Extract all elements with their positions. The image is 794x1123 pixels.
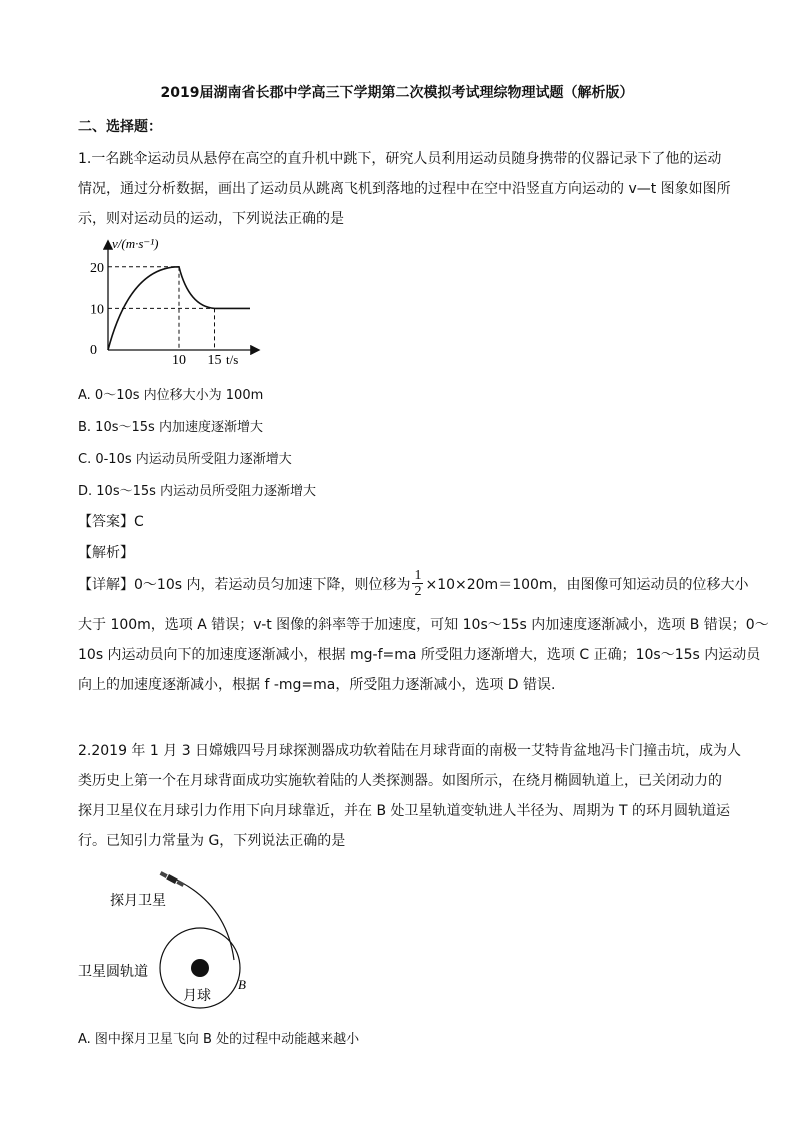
moon-orbit-figure [76,862,266,1022]
q1-stem-line-3: 示，则对运动员的运动，下列说法正确的是 [78,211,344,227]
label-moon: 月球 [183,988,211,1004]
q2-stem-line-3: 探月卫星仪在月球引力作用下向月球靠近，并在 B 处卫星轨道变轨进人半径为、周期为 T 的环月圆轨道运 [78,803,730,819]
x-tick-15: 15 [207,353,222,368]
y-tick-10: 10 [90,302,104,318]
q1-stem-line-2: 情况，通过分析数据，画出了运动员从跳离飞机到落地的过程中在空中沿竖直方向运动的 v—t 图象如图所 [78,181,731,197]
q1-option-c: C. 0-10s 内运动员所受阻力逐渐增大 [78,452,292,467]
origin-label: 0 [90,343,97,358]
q1-detail-line-4: 向上的加速度逐渐减小，根据 f -mg=ma，所受阻力逐渐减小，选项 D 错误. [78,677,556,693]
section-heading: 二、选择题： [78,119,162,135]
document-title: 2019届湖南省长郡中学高三下学期第二次模拟考试理综物理试题（解析版） [160,85,634,101]
q1-option-b: B. 10s～15s 内加速度逐渐增大 [78,420,263,435]
q2-option-a: A. 图中探月卫星飞向 B 处的过程中动能越来越小 [78,1032,360,1047]
fraction [412,568,423,599]
velocity-time-graph [84,236,264,368]
label-satellite: 探月卫星 [110,893,166,909]
y-axis-label: v/(m·s⁻¹) [112,236,159,251]
q1-stem-line-1: 1.一名跳伞运动员从悬停在高空的直升机中跳下，研究人员利用运动员随身携带的仪器记录下了他的运动 [78,151,722,167]
satellite-icon [159,870,185,888]
x-tick-10: 10 [172,353,186,368]
label-orbit: 卫星圆轨道 [78,964,148,980]
q1-analysis-label: 【解析】 [78,545,134,561]
fraction-denominator: 2 [414,584,422,599]
q1-answer: 【答案】C [78,514,144,530]
x-axis-label: t/s [226,352,239,367]
q2-stem-line-2: 类历史上第一个在月球背面成功实施软着陆的人类探测器。如图所示，在绕月椭圆轨道上，已关闭动力的 [78,773,722,789]
elliptical-orbit-arc [168,876,234,960]
q2-stem-line-4: 行。已知引力常量为 G，下列说法正确的是 [78,833,346,849]
q1-detail-text-a: 【详解】0～10s 内，若运动员匀加速下降，则位移为 [78,576,411,593]
label-point-b: B [238,977,246,992]
y-tick-20: 20 [90,260,104,276]
q1-detail-line-2: 大于 100m，选项 A 错误；v-t 图像的斜率等于加速度，可知 10s～15s 内加速度逐渐减小，选项 B 错误；0～ [78,617,769,633]
q1-detail-line-3: 10s 内运动员向下的加速度逐渐减小，根据 mg-f=ma 所受阻力逐渐增大，选项 C 正确；10s～15s 内运动员 [78,647,761,663]
q1-detail-line-1 [78,568,749,599]
q1-detail-text-b: ×10×20m＝100m，由图像可知运动员的位移大小 [425,576,749,593]
q1-option-a: A. 0～10s 内位移大小为 100m [78,388,264,403]
moon-body [191,959,209,977]
fraction-numerator: 1 [414,568,422,583]
q1-option-d: D. 10s～15s 内运动员所受阻力逐渐增大 [78,484,317,499]
q2-stem-line-1: 2.2019 年 1 月 3 日嫦娥四号月球探测器成功软着陆在月球背面的南极一艾特肯盆地冯卡门撞击坑，成为人 [78,743,742,759]
